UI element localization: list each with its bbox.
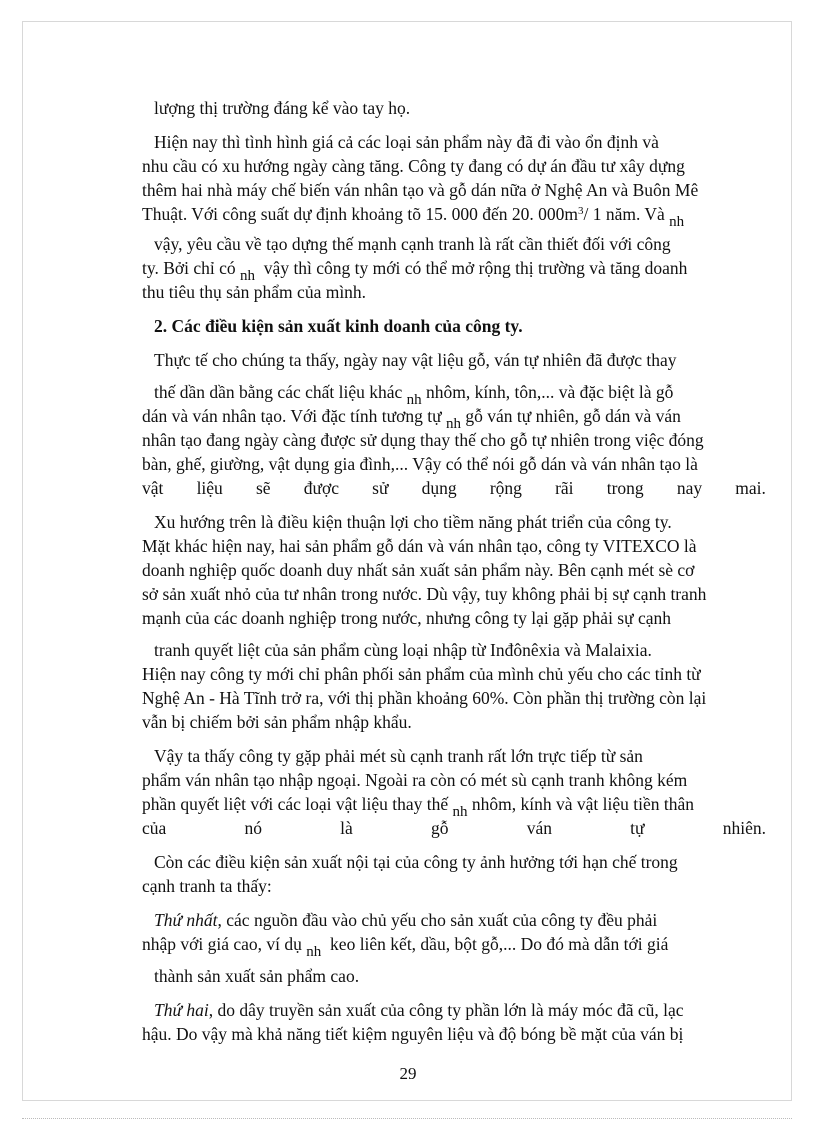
- text: Hiện nay thì tình hình giá cả các loại sản phẩm này đã đi vào ổn định và: [154, 132, 659, 152]
- text: thế dần dần bằng các chất liệu khác: [154, 382, 403, 402]
- text: nh: [406, 392, 422, 408]
- word: mai.: [735, 478, 766, 498]
- text: nhập với giá cao, ví dụ: [142, 934, 302, 954]
- text-line: [142, 96, 766, 120]
- text: keo liên kết, dầu, bột gỗ,... Do đó mà dẫn tới giá: [330, 934, 669, 954]
- section-heading: [142, 314, 766, 338]
- word: liệu: [196, 478, 223, 498]
- text-line: [142, 510, 766, 534]
- text-line: [142, 452, 766, 476]
- text: nhôm, kính, tôn,... và đặc biệt là gỗ: [426, 382, 674, 402]
- word: nó: [244, 818, 262, 838]
- text: Còn các điều kiện sản xuất nội tại của công ty ảnh hưởng tới hạn chế trong: [154, 852, 678, 872]
- text-line: [142, 998, 766, 1022]
- text: ty. Bởi chỉ có: [142, 258, 236, 278]
- word: sẽ: [255, 478, 271, 498]
- text: vậy, yêu cầu về tạo dựng thế mạnh cạnh tranh là rất cần thiết đối với công: [154, 234, 671, 254]
- word: vật: [142, 478, 164, 498]
- text-line: [142, 178, 766, 202]
- document-body: [142, 96, 766, 1046]
- text: Vậy ta thấy công ty gặp phải mét sù cạnh tranh rất lớn trực tiếp từ sản: [154, 746, 643, 766]
- text-line: [142, 348, 766, 372]
- word: nay: [676, 478, 703, 498]
- text-line: [142, 850, 766, 874]
- text: Nghệ An - Hà Tĩnh trở ra, với thị phần khoảng 60%. Còn phần thị trường còn lại: [142, 688, 707, 708]
- text-line: [142, 582, 766, 606]
- text-line: [142, 380, 766, 408]
- text-line: [142, 558, 766, 582]
- justified-line: [142, 476, 766, 500]
- text: cạnh tranh ta thấy:: [142, 876, 272, 896]
- text: , do dây truyền sản xuất của công ty phần lớn là máy móc đã cũ, lạc: [208, 1000, 684, 1020]
- text-line: [142, 606, 766, 630]
- page-number: 29: [399, 1064, 417, 1083]
- word: được: [303, 478, 339, 498]
- text-line: [142, 792, 766, 820]
- word: ván: [526, 818, 552, 838]
- text: thu tiêu thụ sản phẩm của mình.: [142, 282, 367, 302]
- text: Mặt khác hiện nay, hai sản phẩm gỗ dán và ván nhân tạo, công ty VITEXCO là: [142, 536, 697, 556]
- text: thành sản xuất sản phẩm cao.: [154, 966, 360, 986]
- word: gỗ: [431, 818, 449, 838]
- text-line: [142, 280, 766, 304]
- text: phần quyết liệt với các loại vật liệu thay thế: [142, 794, 449, 814]
- text: nh: [306, 944, 322, 960]
- text: nhu cầu có xu hướng ngày càng tăng. Công ty đang có dự án đầu tư xây dựng: [142, 156, 685, 176]
- text: mạnh của các doanh nghiệp trong nước, nhưng công ty lại gặp phải sự cạnh: [142, 608, 672, 628]
- emphasis: Thứ nhất: [154, 910, 218, 930]
- text: nhân tạo đang ngày càng được sử dụng thay thế cho gỗ tự nhiên trong việc đóng: [142, 430, 704, 450]
- text: doanh nghiệp quốc doanh duy nhất sản xuất sản phẩm này. Bên cạnh mét sè cơ: [142, 560, 695, 580]
- text-line: [142, 404, 766, 432]
- text: thêm hai nhà máy chế biến ván nhân tạo và gỗ dán nữa ở Nghệ An và Buôn Mê: [142, 180, 699, 200]
- text-line: [142, 662, 766, 686]
- text: / 1 năm. Và: [583, 204, 665, 224]
- text-line: [142, 874, 766, 898]
- text: Thuật. Với công suất dự định khoảng tõ 15. 000 đến 20. 000m: [142, 204, 578, 224]
- text-line: [142, 638, 766, 662]
- text: hậu. Do vậy mà khả năng tiết kiệm nguyên liệu và độ bóng bề mặt của ván bị: [142, 1024, 684, 1044]
- text-line: [142, 154, 766, 178]
- text: , các nguồn đầu vào chủ yếu cho sản xuất của công ty đều phải: [217, 910, 658, 930]
- text: phẩm ván nhân tạo nhập ngoại. Ngoài ra còn có mét sù cạnh tranh không kém: [142, 770, 688, 790]
- text: nh: [452, 804, 468, 820]
- text-line: [142, 130, 766, 154]
- word: rãi: [555, 478, 574, 498]
- text-line: [142, 232, 766, 256]
- text: nh: [445, 416, 461, 432]
- text: nhôm, kính và vật liệu tiền thân: [471, 794, 695, 814]
- emphasis: Thứ hai: [154, 1000, 209, 1020]
- text-line: [142, 686, 766, 710]
- word: dụng: [421, 478, 457, 498]
- text: dán và ván nhân tạo. Với đặc tính tương tự: [142, 406, 442, 426]
- word: là: [340, 818, 353, 838]
- text: gỗ ván tự nhiên, gỗ dán và ván: [465, 406, 681, 426]
- text: tranh quyết liệt của sản phẩm cùng loại nhập từ Inđônêxia và Malaixia.: [154, 640, 652, 660]
- text: nh: [240, 268, 256, 284]
- text: sở sản xuất nhỏ của tư nhân trong nước. Dù vậy, tuy không phải bị sự cạnh tranh: [142, 584, 707, 604]
- text-line: [142, 932, 766, 960]
- text-line: [142, 710, 766, 734]
- word: của: [142, 818, 167, 838]
- text-line: [142, 768, 766, 792]
- text: bàn, ghế, giường, vật dụng gia đình,... Vậy có thể nói gỗ dán và ván nhân tạo là: [142, 454, 698, 474]
- text-line: [142, 964, 766, 988]
- text: lượng thị trường đáng kể vào tay họ.: [154, 98, 411, 118]
- word: trong: [606, 478, 644, 498]
- word: tự: [630, 818, 645, 838]
- word: rộng: [489, 478, 522, 498]
- text: vẫn bị chiếm bởi sản phẩm nhập khẩu.: [142, 712, 412, 732]
- text-line: [142, 202, 766, 230]
- word: nhiên.: [722, 818, 766, 838]
- text-line: [142, 744, 766, 768]
- text-line: [142, 534, 766, 558]
- superscript: 3: [577, 205, 584, 217]
- text: vậy thì công ty mới có thể mở rộng thị trường và tăng doanh: [263, 258, 688, 278]
- bottom-dotted-rule: [22, 1118, 792, 1119]
- word: sử: [372, 478, 389, 498]
- text: Thực tế cho chúng ta thấy, ngày nay vật liệu gỗ, ván tự nhiên đã được thay: [154, 350, 677, 370]
- text: Hiện nay công ty mới chỉ phân phối sản phẩm của mình chủ yếu cho các tỉnh từ: [142, 664, 701, 684]
- text-line: [142, 256, 766, 284]
- text-line: [142, 908, 766, 932]
- text-line: [142, 1022, 766, 1046]
- text: Xu hướng trên là điều kiện thuận lợi cho tiềm năng phát triển của công ty.: [154, 512, 672, 532]
- text: nh: [669, 214, 685, 230]
- text: 2. Các điều kiện sản xuất kinh doanh của công ty.: [154, 316, 523, 336]
